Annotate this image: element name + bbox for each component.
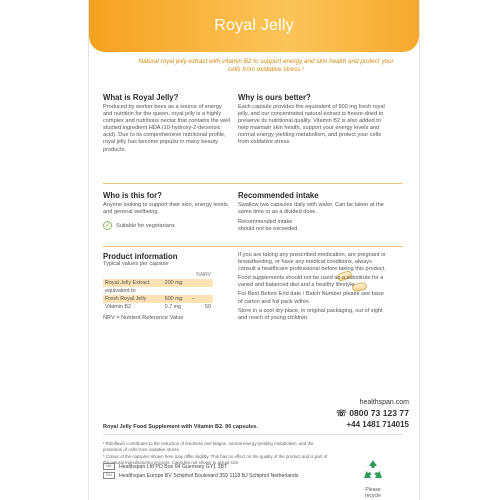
nutrient-nrv: 50 <box>205 304 211 311</box>
table-row <box>103 279 213 287</box>
nutrient-nrv <box>190 279 213 287</box>
uk-flag-icon: UK <box>103 463 115 470</box>
product-name: Royal Jelly Food Supplement with Vitamin B2. 90 capsules. <box>103 424 258 430</box>
nutrient-nrv <box>190 287 213 295</box>
divider <box>103 246 403 247</box>
vegetarian-label: Suitable for vegetarians <box>116 222 175 229</box>
table-row <box>103 303 213 311</box>
address-text: Healthspan Ltd PO Box 64 Guernsey GY1 3BT <box>119 463 228 470</box>
what-body: Produced by worker bees as a source of energy and nutrition for the queen, royal jelly is a highly complex and nutritious nectar that contains the well studied ingredient HDA (10-hydroxy-2-decenoic acid). Due to its comprehensive nutritional profile, royal jelly has become popular in many beauty products. <box>103 104 230 153</box>
advice-paragraph: For Best Before End date / Batch Number please see base of carton and foil pack within. <box>238 291 384 305</box>
who-body: Anyone looking to support their skin, energy levels, and general wellbeing. <box>103 202 230 216</box>
address-uk <box>103 463 227 470</box>
nutrient-value: 600 mg <box>163 295 190 303</box>
intake-warning: Recommended intake should not be exceeded. <box>238 219 299 233</box>
footnotes <box>103 441 328 465</box>
intake-body: Swallow two capsules daily with water. Can be taken at the same time or as a divided dose. <box>238 202 384 216</box>
eu-flag-icon: EU <box>103 472 115 479</box>
product-info-title: Product information <box>103 252 178 261</box>
nutrient-value <box>163 287 190 295</box>
who-title: Who is this for? <box>103 191 162 200</box>
phone-uk <box>303 408 409 419</box>
table-row <box>103 287 213 295</box>
nrv-header: %NRV <box>196 272 211 279</box>
intro-text: Natural royal jelly extract with vitamin B2 to support energy and skin health and protect your cells from oxidative stress.¹ <box>138 58 394 74</box>
product-panel <box>88 0 420 500</box>
address-text: Healthspan Europe BV Schiphol Boulevard 359 1118 BJ Schiphol Netherlands <box>119 472 299 479</box>
nrv-note: NRV = Nutrient Reference Value <box>103 315 184 322</box>
phone-uk-number: 0800 73 123 77 <box>349 408 409 418</box>
nutrient-name: Vitamin B2 <box>105 304 131 311</box>
who-section <box>103 191 231 230</box>
page-title: Royal Jelly <box>214 17 294 34</box>
nutrient-name: Fresh Royal Jelly <box>103 295 163 303</box>
vegetarian-check-icon: ✓ <box>104 222 111 229</box>
nutrient-name: Royal Jelly Extract <box>103 279 163 287</box>
nutrient-nrv: – <box>190 295 213 303</box>
nutrient-value: 200 mg <box>163 279 190 287</box>
why-title: Why is ours better? <box>238 93 311 102</box>
advice-paragraph: Store in a cool dry place, in original packaging, out of sight and reach of young children. <box>238 307 383 321</box>
nutrient-name: equivalent to <box>105 288 136 295</box>
advice-section <box>238 252 388 322</box>
advice-paragraph: If you are taking any prescribed medication, are pregnant or breastfeeding, or have any medical conditions, always consult a healthcare professional before taking this product. <box>238 252 387 273</box>
footnote: ¹ Riboflavin contributes to the reduction of tiredness and fatigue, normal energy-yielding metabolism, and the protection of cells from oxidative stress. <box>103 441 314 452</box>
product-info-subtitle: Typical values per capsule <box>103 261 169 267</box>
recycle-icon <box>360 458 386 482</box>
intake-title: Recommended intake <box>238 191 319 200</box>
address-eu <box>103 472 298 479</box>
table-row <box>103 295 213 303</box>
why-body: Each capsule provides the equivalent of 600 mg fresh royal jelly, and our concentrated natural extract is freeze-dried to preserve its nutritional quality. Vitamin B2 is also added to help maintain skin health, support your energy levels and normal energy-yielding metabolism, and protect your cells from oxidative stress. <box>238 104 385 146</box>
contact-block <box>303 399 409 429</box>
header-banner <box>89 0 419 52</box>
phone-intl: +44 1481 714015 <box>346 420 409 429</box>
phone-icon: ☏ <box>336 408 350 418</box>
recycle-label-line2: recycle <box>365 493 381 499</box>
what-title: What is Royal Jelly? <box>103 93 179 102</box>
divider <box>103 183 403 184</box>
advice-paragraph: Food supplements should not be used as a substitute for a varied and balanced diet and a healthy lifestyle. <box>238 275 384 289</box>
recycle-label-line1: Please <box>365 487 381 493</box>
product-info-section <box>103 252 231 322</box>
nutrient-value: 0.7 mg <box>164 304 182 311</box>
intake-section <box>238 191 388 233</box>
nutrition-table <box>103 271 213 311</box>
divider <box>103 434 403 435</box>
what-section <box>103 93 231 154</box>
why-section <box>238 93 388 147</box>
vegetarian-badge <box>103 221 231 230</box>
website-link[interactable]: healthspan.com <box>359 399 409 406</box>
footnote: * Colour of the capsules shown here may differ slightly. This has no effect on the quality of the product and is part of the natural manufacturing process. Capsules not shown to actual size. <box>103 454 328 465</box>
recycle-badge <box>353 458 393 499</box>
